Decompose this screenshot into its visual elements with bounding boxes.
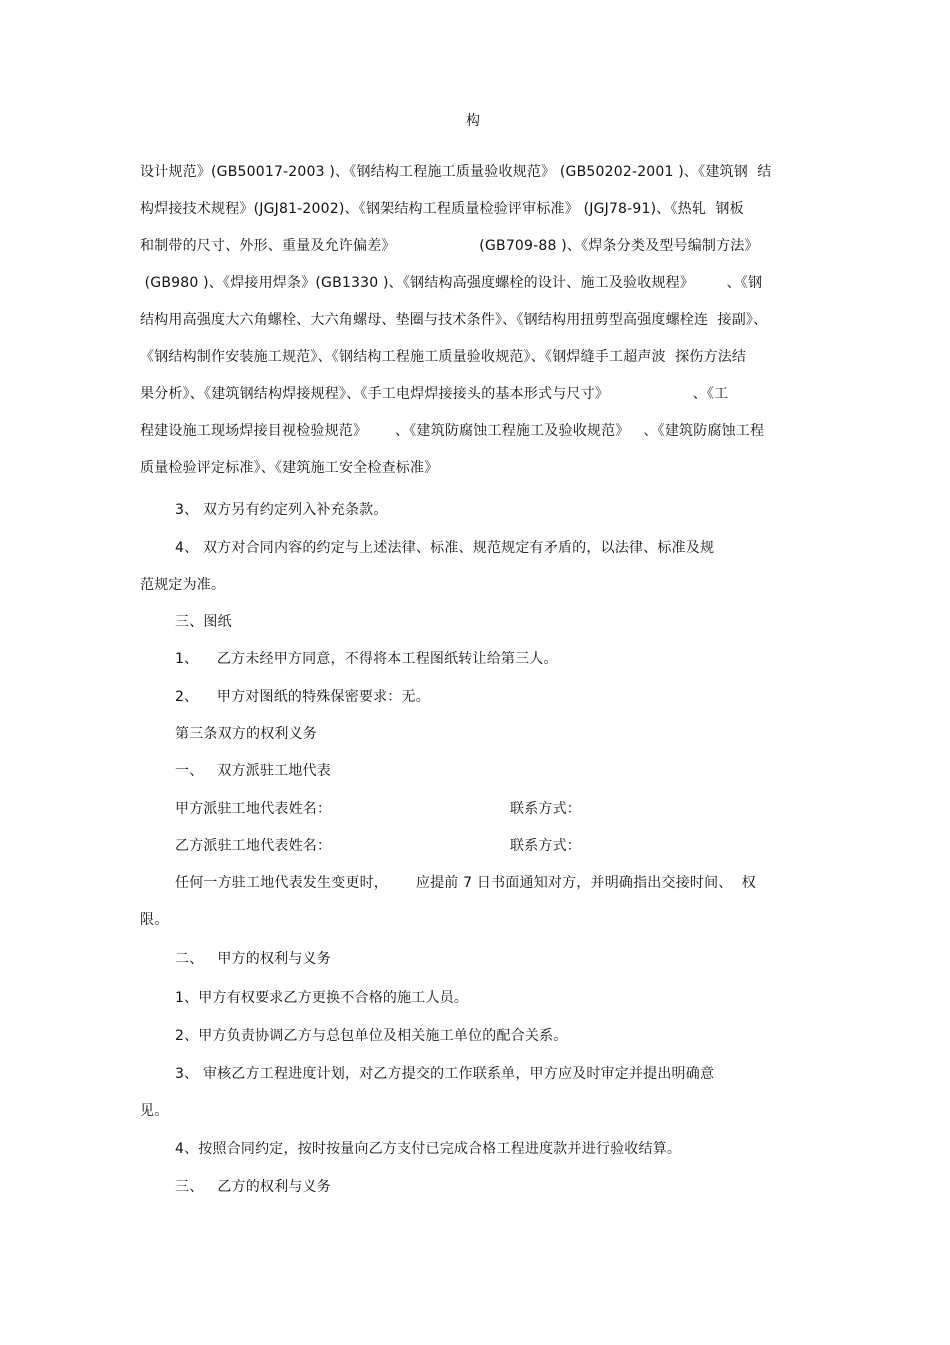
page-header-fragment: 构	[466, 113, 481, 129]
standards-line-2: 构焊接技术规程》(JGJ81-2002)、《钢架结构工程质量检验评审标准》 (JGJ78-91)、《热轧 钢板	[140, 201, 744, 217]
party-b-rights-heading: 三、 乙方的权利与义务	[175, 1179, 331, 1195]
section-drawings-heading: 三、图纸	[175, 614, 232, 630]
party-a-item-3-line-2: 见。	[140, 1103, 169, 1119]
party-a-rep-label: 甲方派驻工地代表姓名：	[175, 801, 332, 817]
party-a-item-2: 2、甲方负责协调乙方与总包单位及相关施工单位的配合关系。	[175, 1028, 568, 1044]
clause-3: 3、 双方另有约定列入补充条款。	[175, 502, 388, 518]
standards-line-4: (GB980 )、《焊接用焊条》(GB1330 )、《钢结构高强度螺栓的设计、施工及验收规程》 、《钢	[140, 275, 763, 291]
standards-line-7: 果分析》、《建筑钢结构焊接规程》、《手工电焊焊接接头的基本形式与尺寸》 、《工	[140, 386, 729, 402]
standards-line-1: 设计规范》(GB50017-2003 )、《钢结构工程施工质量验收规范》 (GB50202-2001 )、《建筑钢 结	[140, 164, 772, 180]
change-notice-line-1: 任何一方驻工地代表发生变更时， 应提前 7 日书面通知对方，并明确指出交接时间、 权	[175, 875, 757, 891]
drawings-item-1: 1、 乙方未经甲方同意，不得将本工程图纸转让给第三人。	[175, 651, 558, 667]
party-a-item-4: 4、按照合同约定，按时按量向乙方支付已完成合格工程进度款并进行验收结算。	[175, 1141, 682, 1157]
standards-line-5: 结构用高强度大六角螺栓、大六角螺母、垫圈与技术条件》、《钢结构用扭剪型高强度螺栓连 接副》、	[140, 312, 768, 328]
party-a-item-1: 1、甲方有权要求乙方更换不合格的施工人员。	[175, 990, 469, 1006]
representatives-heading: 一、 双方派驻工地代表	[175, 763, 331, 779]
article-3-heading: 第三条双方的权利义务	[175, 726, 317, 742]
standards-line-8: 程建设施工现场焊接目视检验规范》 、《建筑防腐蚀工程施工及验收规范》 、《建筑防腐蚀工程	[140, 423, 765, 439]
drawings-item-2: 2、 甲方对图纸的特殊保密要求：无。	[175, 689, 430, 705]
standards-line-6: 《钢结构制作安装施工规范》、《钢结构工程施工质量验收规范》、《钢焊缝手工超声波 探伤方法结	[140, 349, 747, 365]
party-b-rep-label: 乙方派驻工地代表姓名：	[175, 838, 332, 854]
standards-line-3: 和制带的尺寸、外形、重量及允许偏差》 (GB709-88 )、《焊条分类及型号编制方法》	[140, 238, 759, 254]
party-a-contact-label: 联系方式：	[510, 801, 581, 817]
change-notice-line-2: 限。	[140, 912, 169, 928]
standards-line-9: 质量检验评定标准》、《建筑施工安全检查标准》	[140, 460, 439, 476]
clause-4-line-2: 范规定为准。	[140, 577, 226, 593]
party-a-item-3-line-1: 3、 审核乙方工程进度计划，对乙方提交的工作联系单，甲方应及时审定并提出明确意	[175, 1066, 715, 1082]
party-a-rights-heading: 二、 甲方的权利与义务	[175, 951, 331, 967]
clause-4-line-1: 4、 双方对合同内容的约定与上述法律、标准、规范规定有矛盾的，以法律、标准及规	[175, 540, 715, 556]
party-b-contact-label: 联系方式：	[510, 838, 581, 854]
